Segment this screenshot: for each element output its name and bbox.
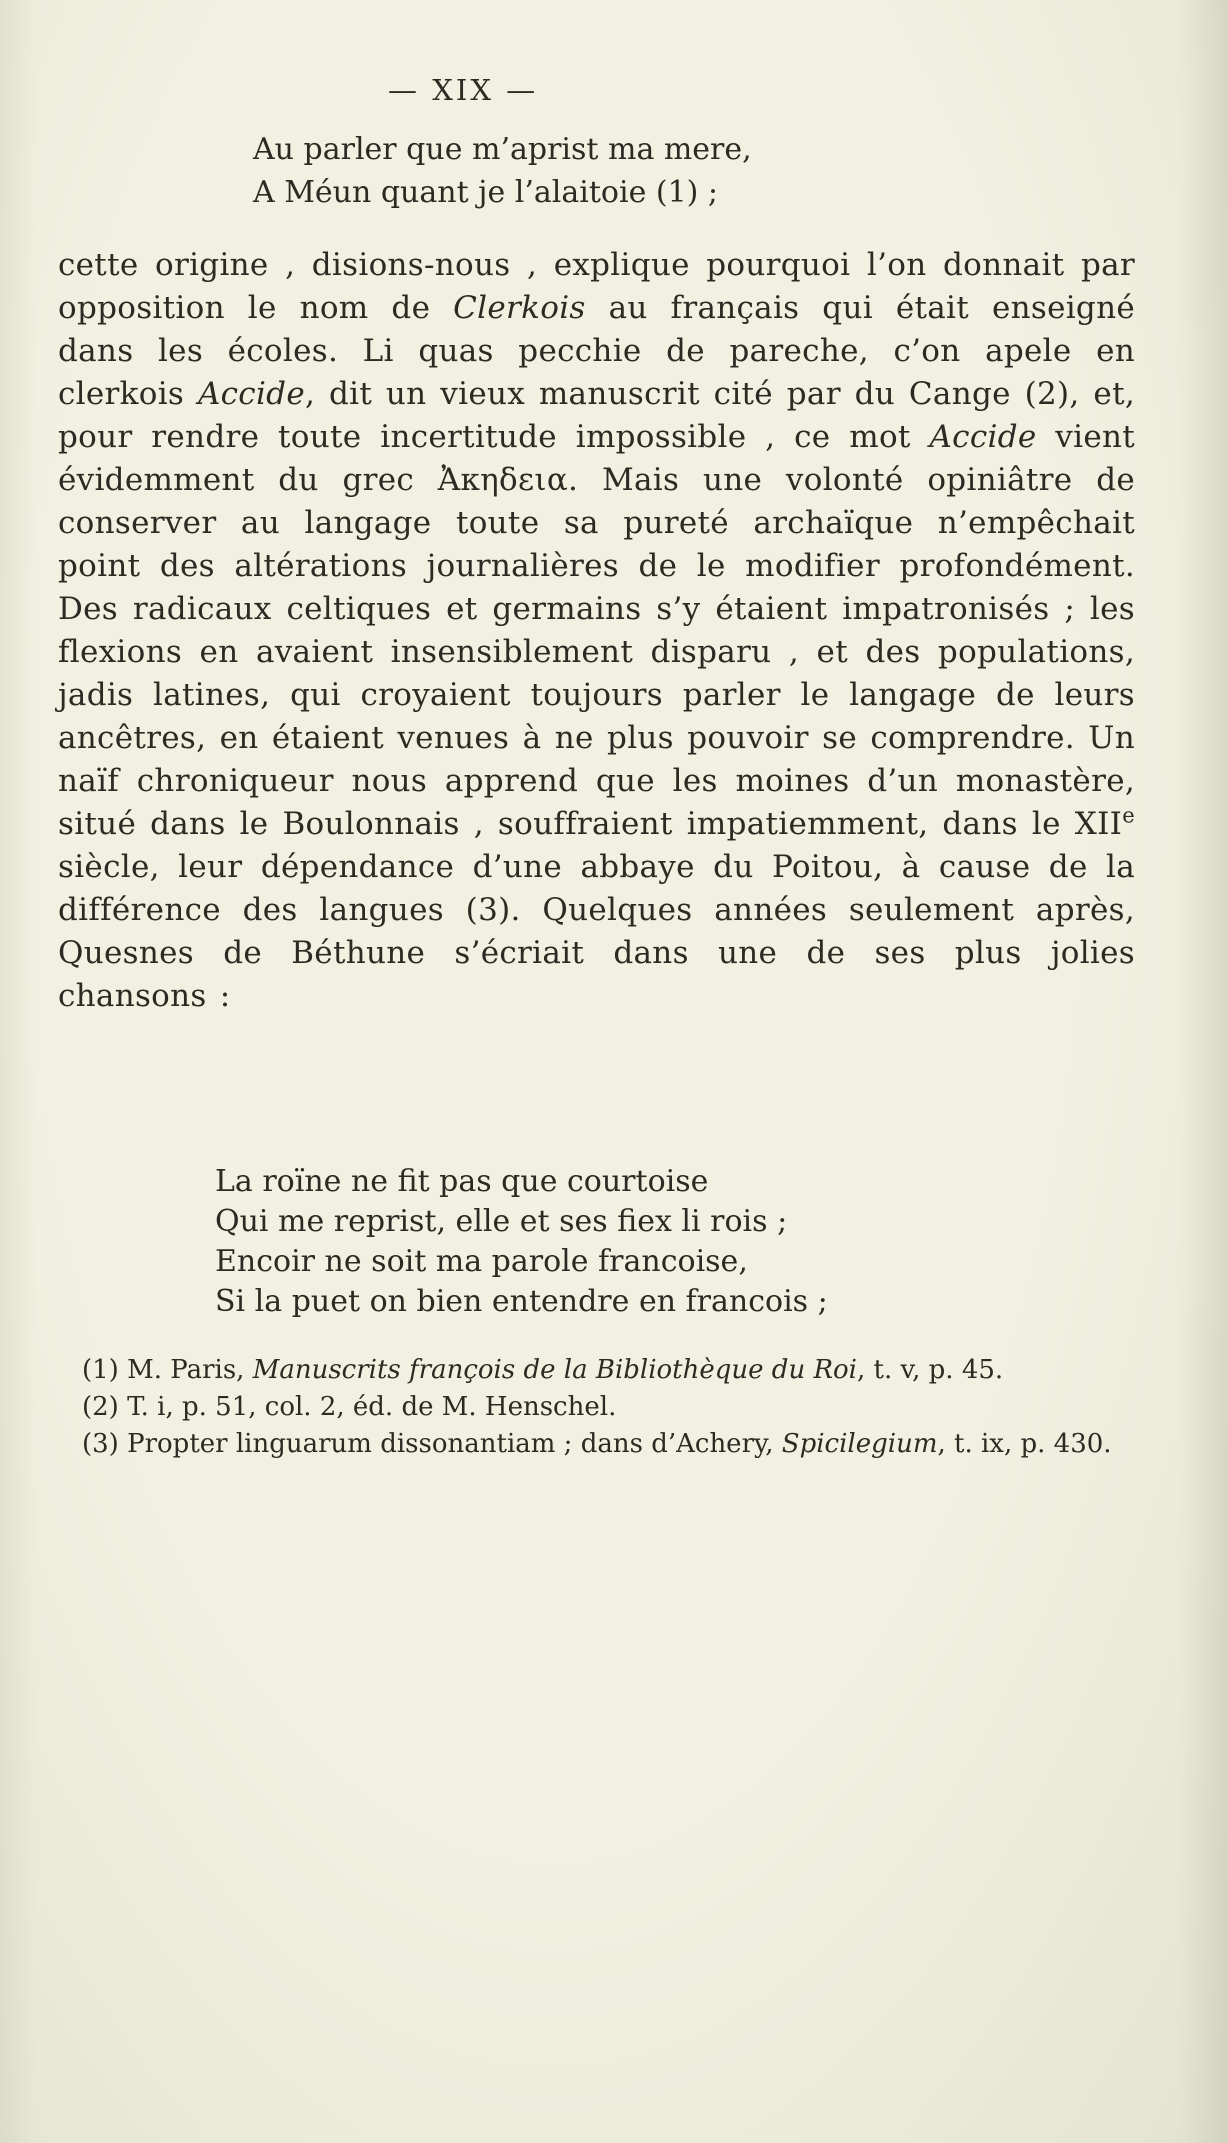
italic-term: Accide (929, 419, 1037, 455)
verse-line: A Méun quant je l’alaitoie (1) ; (253, 175, 718, 210)
superscript-segment: e (1122, 802, 1135, 828)
footnote (58, 1389, 1135, 1426)
text-segment: vient évidemment du grec Ἀκηδεια. Mais une volonté opiniâtre de conserver au langage toute sa pureté archaïque n’empêchait point des altérations journalières de le modifier profondément. Des radicaux celtiques et germains s’y étaient impatronisés ; les flexions en avaient insensiblement disparu , et des populations, jadis latines, qui croyaient toujours parler le langage de leurs ancêtres, en étaient venues à ne plus pouvoir se comprendre. Un naïf chroniqueur nous apprend que les moines d’un monastère, situé dans le Boulonnais , souffraient impatiemment, dans le XII (58, 419, 1135, 842)
quoted-chanson (215, 1162, 1135, 1322)
italic-term: Manuscrits françois de la Bibliothèque du Roi (252, 1355, 857, 1385)
page-number: — XIX — (388, 73, 539, 107)
body-text-block (58, 244, 1135, 1104)
text-segment: cette origine , disions-nous , explique pourquoi l’on donnait par opposition le nom de (58, 247, 1135, 326)
italic-term: Spicilegium (781, 1429, 938, 1459)
italic-term: Accide (197, 376, 305, 412)
footnotes (58, 1352, 1135, 1463)
footnote (58, 1352, 1135, 1389)
footnote (58, 1426, 1135, 1463)
verse-line: Au parler que m’aprist ma mere, (253, 132, 752, 167)
text-segment: , t. ix, p. 430. (937, 1429, 1112, 1459)
text-segment: (3) Propter linguarum dissonantiam ; dans d’Achery, (82, 1429, 782, 1459)
verse-line: La roïne ne fit pas que courtoise (215, 1164, 709, 1199)
verse-line: Si la puet on bien entendre en francois ; (215, 1284, 828, 1319)
verse-line: Qui me reprist, elle et ses fiex li rois ; (215, 1204, 788, 1239)
text-segment: , dit un vieux manuscrit cité par du Cange (2), et, pour rendre toute incertitude impossible , ce mot (58, 376, 1135, 455)
epigraph-verse (253, 128, 1135, 214)
text-segment: siècle, leur dépendance d’une abbaye du Poitou, à cause de la différence des langues (3). Quelques années seulement après, Quesnes de Béthune s’écriait dans une de ses plus jolies chansons : (58, 849, 1135, 1014)
italic-term: Clerkois (453, 290, 586, 326)
text-segment: , t. v, p. 45. (857, 1355, 1004, 1385)
text-segment: (1) M. Paris, (82, 1355, 253, 1385)
text-segment: au français qui était enseigné dans les écoles. Li quas pecchie de pareche, c’on apele en clerkois (58, 290, 1135, 412)
text-segment: (2) T. i, p. 51, col. 2, éd. de M. Henschel. (82, 1392, 617, 1422)
body-paragraph (58, 244, 1135, 1018)
verse-line: Encoir ne soit ma parole francoise, (215, 1244, 748, 1279)
